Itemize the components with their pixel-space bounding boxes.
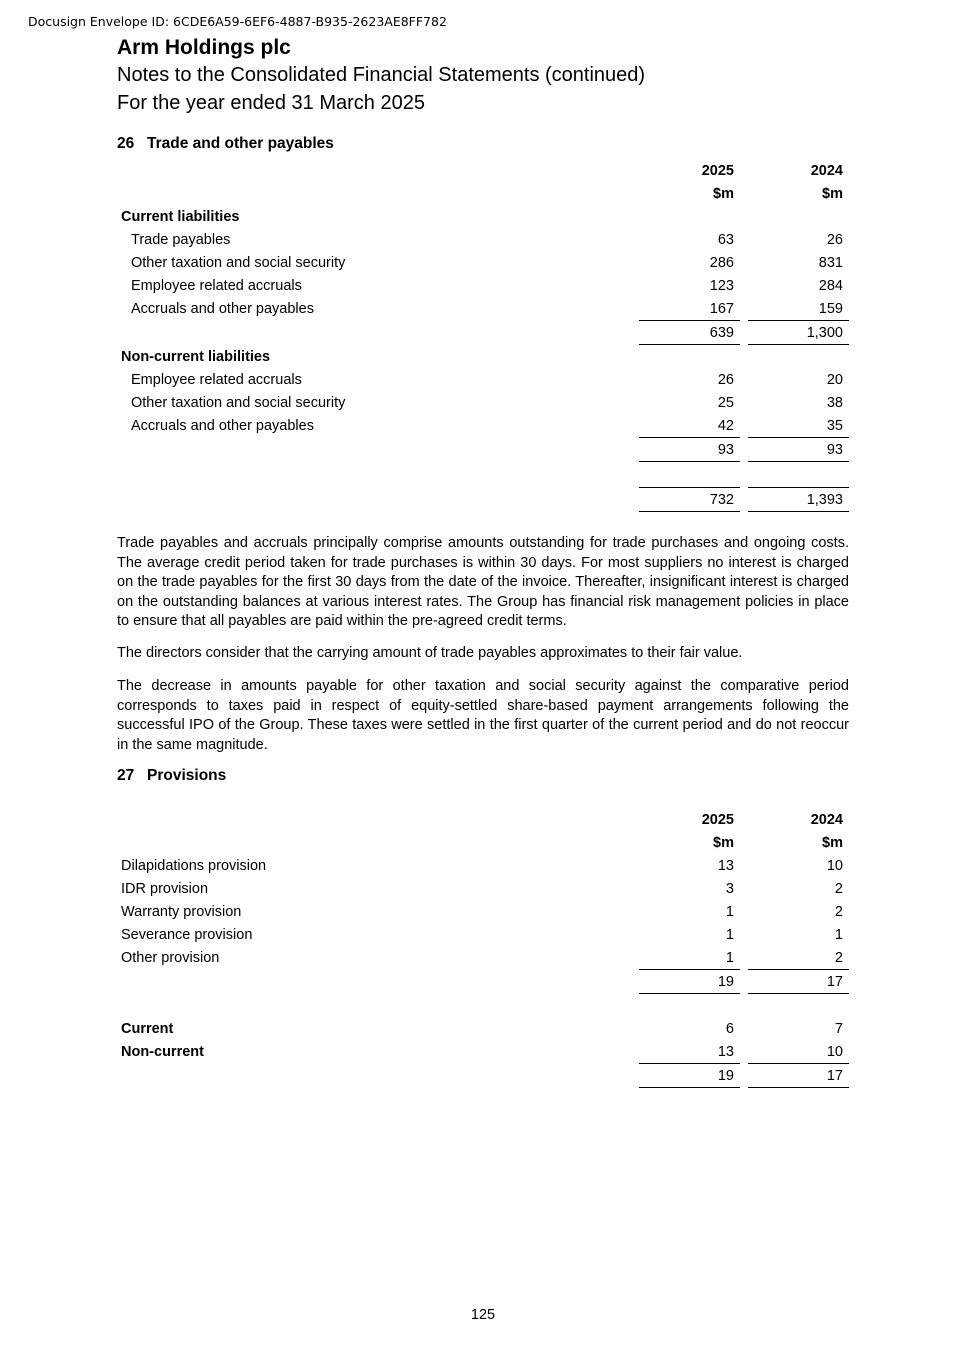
noncurrent-total-2025: 93	[639, 437, 740, 462]
value-2025: 1	[725, 903, 734, 920]
noncurrent-label: Non-current	[121, 1043, 204, 1060]
note-27-number: 27	[117, 767, 135, 784]
spacer-row	[117, 994, 849, 1017]
value-2025: 26	[717, 371, 734, 388]
split-total-2024: 17	[748, 1063, 849, 1088]
note-26-paragraph-3: The decrease in amounts payable for other taxation and social security against the comparative period corresponds to taxes paid in respect of equity-settled share-based payment arrangements following the successful IPO of the Group. These taxes were settled in the first quarter of the current period and do not reoccur in the same magnitude.	[117, 678, 849, 753]
table-row	[117, 368, 849, 391]
grand-total-2025: 732	[639, 488, 740, 512]
table-row	[117, 854, 849, 877]
table-header-years	[117, 808, 849, 831]
value-2024: 2	[834, 903, 843, 920]
value-2025: 286	[709, 254, 734, 271]
provisions-total-row	[117, 969, 849, 994]
table-row	[117, 297, 849, 320]
current-total-2024: 1,300	[748, 320, 849, 345]
table-row	[117, 228, 849, 251]
noncurrent-2024: 10	[826, 1043, 843, 1060]
row-label: Severance provision	[121, 926, 253, 943]
value-2025: 167	[709, 300, 734, 317]
current-2025: 6	[725, 1020, 734, 1037]
row-label: IDR provision	[121, 880, 209, 897]
current-total-2025: 639	[639, 320, 740, 345]
current-label: Current	[121, 1020, 174, 1037]
provisions-total-2025: 19	[639, 969, 740, 994]
row-label: Employee related accruals	[131, 277, 302, 294]
col-2024-header: 2024	[810, 811, 843, 828]
col-2025-header: 2025	[701, 162, 734, 179]
company-name: Arm Holdings plc	[117, 36, 291, 59]
table-header-years	[117, 159, 849, 182]
value-2024: 20	[826, 371, 843, 388]
docusign-envelope-id: Docusign Envelope ID: 6CDE6A59-6EF6-4887-B935-2623AE8FF782	[28, 14, 447, 29]
col-2024-unit: $m	[822, 834, 843, 851]
table-row	[117, 274, 849, 297]
grand-total-row	[117, 488, 849, 512]
noncurrent-total-row	[117, 437, 849, 462]
noncurrent-liabilities-heading-row	[117, 345, 849, 368]
col-2024-unit: $m	[822, 185, 843, 202]
row-label: Trade payables	[131, 231, 231, 248]
split-total-2025: 19	[639, 1063, 740, 1088]
table-row	[117, 391, 849, 414]
row-label: Accruals and other payables	[131, 417, 314, 434]
value-2025: 123	[709, 277, 734, 294]
split-total-row	[117, 1063, 849, 1088]
current-liabilities-heading-row	[117, 205, 849, 228]
value-2024: 38	[826, 394, 843, 411]
value-2025: 1	[725, 949, 734, 966]
table-header-units	[117, 182, 849, 205]
trade-payables-table	[117, 159, 849, 512]
current-liabilities-heading: Current liabilities	[121, 208, 240, 225]
value-2024: 26	[826, 231, 843, 248]
table-row	[117, 946, 849, 969]
noncurrent-liabilities-heading: Non-current liabilities	[121, 348, 271, 365]
value-2024: 2	[834, 880, 843, 897]
value-2025: 42	[717, 417, 734, 434]
row-label: Warranty provision	[121, 903, 242, 920]
value-2024: 159	[818, 300, 843, 317]
note-27-title: Provisions	[147, 767, 227, 784]
row-label: Dilapidations provision	[121, 857, 267, 874]
spacer-row	[117, 462, 849, 488]
value-2024: 35	[826, 417, 843, 434]
provisions-table	[117, 808, 849, 1088]
table-row	[117, 251, 849, 274]
row-label: Other taxation and social security	[131, 254, 346, 271]
value-2024: 284	[818, 277, 843, 294]
row-label: Other provision	[121, 949, 220, 966]
document-subtitle: Notes to the Consolidated Financial Statements (continued)	[117, 64, 646, 86]
note-27-heading	[117, 767, 226, 785]
table-row	[117, 900, 849, 923]
col-2025-header: 2025	[701, 811, 734, 828]
note-26-paragraph-1: Trade payables and accruals principally comprise amounts outstanding for trade purchases and ongoing costs. The average credit period taken for trade purchases is within 30 days. For most suppliers no interest is charged on the trade payables for the first 30 days from the date of the invoice. Thereafter, insignificant interest is charged on the outstanding balances at various interest rates. The Group has financial risk management policies in place to ensure that all payables are paid within the pre-agreed credit terms.	[117, 535, 849, 629]
noncurrent-total-2024: 93	[748, 437, 849, 462]
table-row	[117, 923, 849, 946]
value-2025: 63	[717, 231, 734, 248]
current-2024: 7	[834, 1020, 843, 1037]
value-2024: 2	[834, 949, 843, 966]
value-2025: 25	[717, 394, 734, 411]
value-2024: 1	[834, 926, 843, 943]
value-2025: 1	[725, 926, 734, 943]
col-2025-unit: $m	[713, 185, 734, 202]
noncurrent-2025: 13	[717, 1043, 734, 1060]
reporting-period: For the year ended 31 March 2025	[117, 92, 425, 114]
note-26-number: 26	[117, 135, 135, 152]
note-26-paragraph-2: The directors consider that the carrying amount of trade payables approximates to their fair value.	[117, 645, 743, 661]
value-2025: 3	[725, 880, 734, 897]
provisions-total-2024: 17	[748, 969, 849, 994]
table-header-units	[117, 831, 849, 854]
note-26-heading	[117, 135, 334, 153]
table-row	[117, 414, 849, 437]
col-2025-unit: $m	[713, 834, 734, 851]
row-label: Other taxation and social security	[131, 394, 346, 411]
current-row	[117, 1017, 849, 1040]
col-2024-header: 2024	[810, 162, 843, 179]
value-2024: 831	[818, 254, 843, 271]
note-26-title: Trade and other payables	[147, 135, 334, 152]
page-number: 125	[470, 1307, 496, 1323]
current-total-row	[117, 320, 849, 345]
grand-total-2024: 1,393	[748, 488, 849, 512]
noncurrent-row	[117, 1040, 849, 1063]
row-label: Employee related accruals	[131, 371, 302, 388]
row-label: Accruals and other payables	[131, 300, 314, 317]
value-2024: 10	[826, 857, 843, 874]
value-2025: 13	[717, 857, 734, 874]
table-row	[117, 877, 849, 900]
